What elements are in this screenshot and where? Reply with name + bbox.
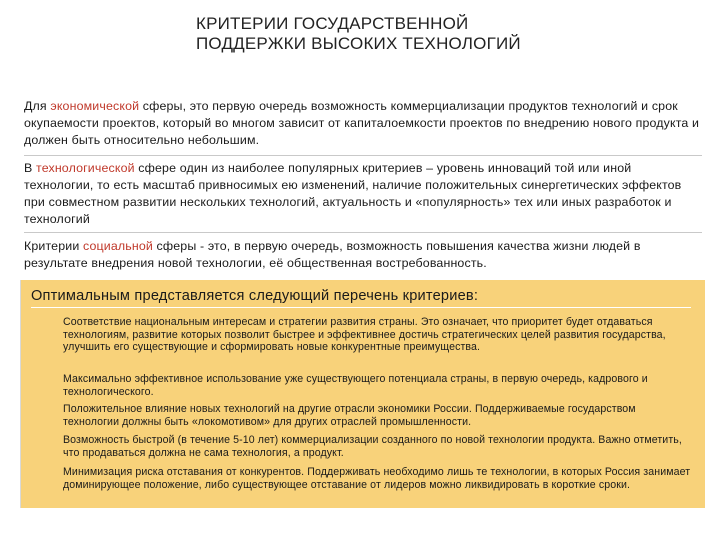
economic-highlight: экономической	[50, 99, 140, 113]
criteria-panel	[20, 280, 705, 508]
technological-prefix: В	[24, 161, 37, 175]
criteria-panel-title: Оптимальным представляется следующий перечень критериев:	[31, 288, 479, 304]
criterion-item: Минимизация риска отставания от конкурентов. Поддерживать необходимо лишь те технологии, в которых Россия занимает доминирующее положение, либо существующее отставание от лидеров можно ликвидировать в короткие сроки.	[63, 466, 691, 491]
divider-line	[24, 232, 702, 233]
economic-prefix: Для	[24, 99, 51, 113]
criterion-item: Максимально эффективное использование уже существующего потенциала страны, в первую очередь, кадрового и технологического.	[63, 373, 648, 398]
criterion-item: Возможность быстрой (в течение 5-10 лет) коммерциализации созданного по новой технологии продукта. Важно отметить, что продаваться должна не сама технология, а продукт.	[63, 434, 682, 459]
slide-title	[196, 14, 616, 54]
economic-paragraph	[24, 98, 702, 149]
economic-text: сферы, это первую очередь возможность коммерциализации продуктов технологий и срок окупаемости проектов, который во многом зависит от капиталоемкости проектов по внедрению нового продукта и должен быть относительно небольшим.	[24, 99, 700, 147]
criterion-item: Положительное влияние новых технологий на другие отрасли экономики России. Поддерживаемые государством технологии должны быть «локомотивом» для других отраслей промышленности.	[63, 403, 636, 428]
social-text: сферы - это, в первую очередь, возможность повышения качества жизни людей в результате внедрения новой технологии, её общественная востребованность.	[24, 239, 641, 270]
social-prefix: Критерии	[24, 239, 83, 253]
technological-paragraph	[24, 160, 702, 228]
divider-line	[24, 155, 702, 156]
panel-divider	[31, 307, 691, 308]
technological-text: сфере один из наиболее популярных критериев – уровень инноваций той или иной технологии, то есть масштаб привносимых ею изменений, наличие положительных синергетических эффектов при совместном развитии нескольких технологий, актуальность и «популярность» тех или иных разработок и технологий	[24, 161, 682, 226]
technological-highlight: технологической	[36, 161, 135, 175]
slide-title-line-2: ПОДДЕРЖКИ ВЫСОКИХ ТЕХНОЛОГИЙ	[196, 34, 521, 53]
social-paragraph	[24, 238, 702, 272]
slide-title-line-1: КРИТЕРИИ ГОСУДАРСТВЕННОЙ	[196, 14, 469, 33]
criterion-item: Соответствие национальным интересам и стратегии развития страны. Это означает, что приоритет будет отдаваться технологиям, развитие которых позволит быстрее и эффективнее достичь стратегических целей развития государства, улучшить его существующие и сформировать новые конкурентные преимущества.	[63, 316, 666, 353]
social-highlight: социальной	[82, 239, 153, 253]
